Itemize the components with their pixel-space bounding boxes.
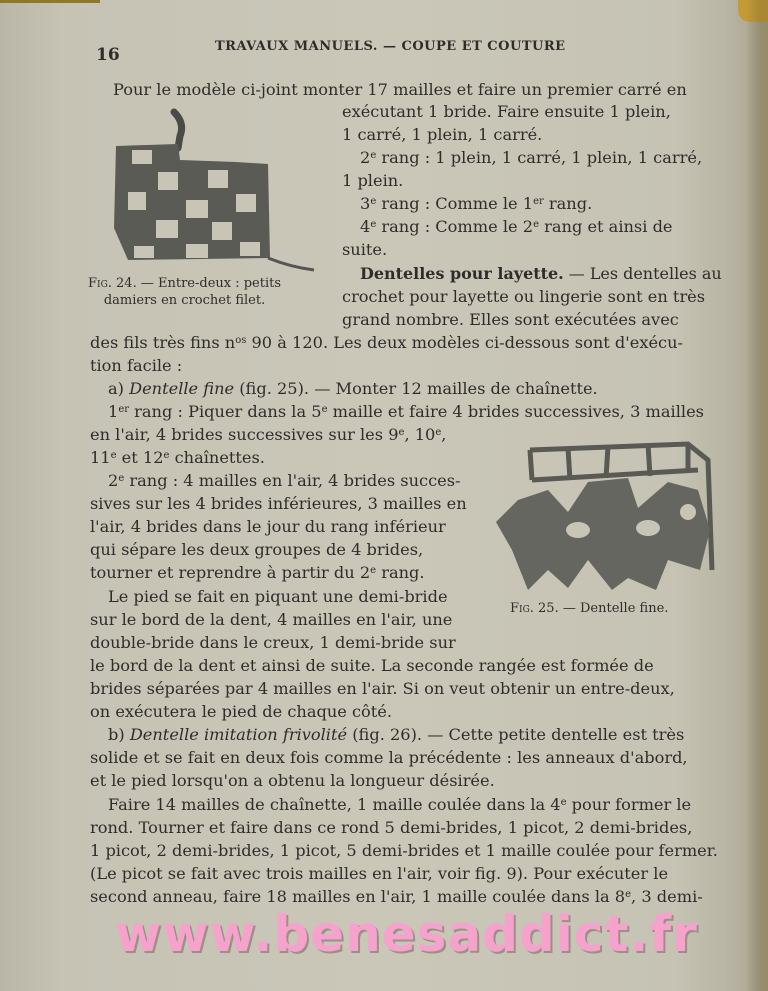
text: rang : 1 plein, 1 carré, 1 plein, 1 carré, [376, 148, 703, 167]
figure-24-label: Fig. 24. [88, 276, 137, 291]
text: (fig. 25). — Monter 12 mailles de chaînette. [234, 379, 598, 398]
text: pour former le [566, 795, 692, 814]
text-line [360, 146, 702, 169]
text-line: rond. Tourner et faire dans ce rond 5 demi-brides, 1 picot, 2 demi-brides, [90, 818, 693, 837]
text-line: Pour le modèle ci-joint monter 17 mailles et faire un premier carré en [113, 80, 687, 99]
superscript: e [370, 219, 377, 230]
text-line: sives sur les 4 brides inférieures, 3 mailles en [90, 494, 467, 513]
section-heading: Dentelles pour layette. [360, 264, 564, 283]
text-line: tion facile : [90, 356, 183, 375]
text-line: grand nombre. Elles sont exécutées avec [342, 310, 679, 329]
superscript: e [435, 427, 442, 438]
superscript: e [370, 196, 377, 207]
superscript: er [118, 404, 130, 415]
text: rang. [376, 563, 425, 582]
text: 2 [108, 471, 119, 490]
text: tourner et reprendre à partir du 2 [90, 563, 371, 582]
text: 1 [108, 402, 119, 421]
text-line: brides séparées par 4 mailles en l'air. Si on veut obtenir un entre-deux, [90, 679, 675, 698]
text-line [360, 192, 592, 215]
superscript: os [235, 335, 247, 346]
text: , [441, 425, 447, 444]
text: et 12 [116, 448, 164, 467]
text-line [108, 469, 461, 492]
text-line: sur le bord de la dent, 4 mailles en l'air, une [90, 610, 453, 629]
text: b) [108, 725, 130, 744]
text-line: on exécutera le pied de chaque côté. [90, 702, 393, 721]
text-line: exécutant 1 bride. Faire ensuite 1 plein, [342, 102, 671, 121]
superscript: e [398, 427, 405, 438]
text: , 10 [404, 425, 436, 444]
superscript: e [163, 450, 170, 461]
text: (fig. 26). — Cette petite dentelle est très [347, 725, 685, 744]
superscript: e [321, 404, 328, 415]
text-line [360, 215, 673, 238]
figure-25-crochet-lace-icon [488, 430, 728, 600]
figure-24-caption-line1: — Entre-deux : petits [136, 276, 282, 291]
text: rang : 4 mailles en l'air, 4 brides succes- [124, 471, 461, 490]
italic-title: Dentelle imitation frivolité [129, 725, 348, 744]
text-line [108, 793, 691, 816]
figure-25-label: Fig. 25. [510, 601, 559, 616]
superscript: e [560, 797, 567, 808]
figure-25-caption [510, 600, 668, 617]
text: 2 [360, 148, 371, 167]
text-line [108, 723, 684, 746]
text: 11 [90, 448, 111, 467]
text-line: 1 picot, 2 demi-brides, 1 picot, 5 demi-brides et 1 maille coulée pour fermer. [90, 841, 718, 860]
superscript: e [370, 150, 377, 161]
section-heading-line [360, 262, 722, 285]
superscript: e [533, 219, 539, 230]
text: , 3 demi- [631, 887, 703, 906]
page-top-edge [0, 0, 100, 3]
text: rang et ainsi de [538, 217, 673, 236]
text: a) [108, 379, 130, 398]
text: en l'air, 4 brides successives sur les 9 [90, 425, 399, 444]
text: maille et faire 4 brides successives, 3 mailles [327, 402, 704, 421]
figure-24-crochet-filet-icon [108, 108, 318, 278]
text: — Les dentelles au [563, 264, 722, 283]
text: 3 [360, 194, 371, 213]
superscript: e [118, 473, 125, 484]
text: 90 à 120. Les deux modèles ci-dessous sont d'exécu- [246, 333, 683, 352]
text-line [90, 423, 446, 446]
text: 4 [360, 217, 371, 236]
text: chaînettes. [169, 448, 265, 467]
text: rang : Comme le 1 [376, 194, 534, 213]
watermark: www.benesaddict.fr [115, 905, 698, 963]
text: Faire 14 mailles de chaînette, 1 maille coulée dans la 4 [108, 795, 561, 814]
text-line: l'air, 4 brides dans le jour du rang inférieur [90, 517, 446, 536]
page-number: 16 [96, 45, 120, 65]
text-line: qui sépare les deux groupes de 4 brides, [90, 540, 424, 559]
text-line [108, 400, 704, 423]
text-line: et le pied lorsqu'on a obtenu la longueur désirée. [90, 771, 495, 790]
italic-title: Dentelle fine [129, 379, 235, 398]
text-line: Le pied se fait en piquant une demi-bride [108, 587, 448, 606]
text: des fils très fins n [90, 333, 236, 352]
text: second anneau, faire 18 mailles en l'air, 1 maille coulée dans la 8 [90, 887, 626, 906]
text-line: 1 carré, 1 plein, 1 carré. [342, 125, 543, 144]
text: rang. [543, 194, 593, 213]
text-line: double-bride dans le creux, 1 demi-bride sur [90, 633, 456, 652]
text-line: crochet pour layette ou lingerie sont en très [342, 287, 706, 306]
figure-25-caption-text: — Dentelle fine. [558, 601, 669, 616]
running-head: TRAVAUX MANUELS. — COUPE ET COUTURE [215, 39, 566, 54]
superscript: e [110, 450, 117, 461]
text-line [108, 377, 598, 400]
text: rang : Comme le 2 [376, 217, 534, 236]
text-line: solide et se fait en deux fois comme la précédente : les anneaux d'abord, [90, 748, 688, 767]
text-line: 1 plein. [342, 171, 404, 190]
superscript: e [625, 889, 632, 900]
text-line: le bord de la dent et ainsi de suite. La seconde rangée est formée de [90, 656, 654, 675]
text-line [90, 331, 683, 354]
superscript: er [533, 196, 544, 207]
superscript: e [370, 565, 377, 576]
text-line [90, 446, 265, 469]
figure-24-caption-line2: damiers en crochet filet. [103, 293, 266, 308]
figure-24-caption [88, 275, 281, 309]
text-line: (Le picot se fait avec trois mailles en l'air, voir fig. 9). Pour exécuter le [90, 864, 669, 883]
page-fold-shadow [746, 0, 768, 991]
text: rang : Piquer dans la 5 [129, 402, 322, 421]
text-line: suite. [342, 240, 388, 259]
text-line [90, 561, 425, 584]
